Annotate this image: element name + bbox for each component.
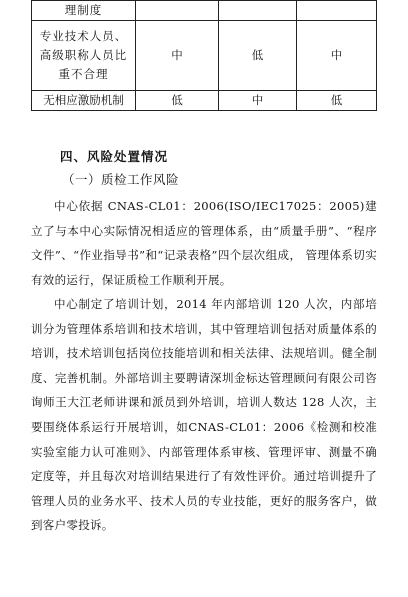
table-cell: 低 (136, 91, 219, 111)
section-subheading: （一）质检工作风险 (62, 172, 180, 187)
table-cell (297, 1, 377, 21)
table-row (32, 21, 377, 91)
table-row (32, 91, 377, 111)
table-row (32, 1, 377, 21)
table-cell-label: 无相应激励机制 (32, 91, 136, 111)
table-cell-label: 理制度 (32, 1, 136, 21)
risk-table (31, 0, 377, 111)
paragraph: 中心依据 CNAS-CL01：2006(ISO/IEC17025：2005)建立了与本中心实际情况相适应的管理体系，由“质量手册”、“程序文件”、“作业指导书”和“记录表格”四个层次组成， 管理体系切实有效的运行，保证质检工作顺利开展。 (31, 199, 377, 287)
table-cell-label: 专业技术人员、高级职称人员比重不合理 (32, 21, 136, 91)
table-cell (136, 1, 219, 21)
table-cell: 低 (297, 91, 377, 111)
table-cell: 中 (297, 21, 377, 91)
paragraph: 中心制定了培训计划，2014 年内部培训 120 人次，内部培训分为管理体系培训和技术培训，其中管理培训包括对质量体系的培训，技术培训包括岗位技能培训和相关法律、法规培训。健全制度、完善机制。外部培训主要聘请深圳金标达管理顾问有限公司咨询师王大江老师讲课和派员到外培训，培训人数达 128 人次，主要围绕体系运行开展培训，如CNAS-CL01：2006《检测和校准实验室能力认可准则》、内部管理体系审核、管理评审、测量不确定度等，并且每次对培训结果进行了有效性评价。通过培训提升了管理人员的业务水平、技术人员的专业技能，更好的服务客户，做到客户零投诉。 (31, 297, 377, 533)
section-heading: 四、风险处置情况 (60, 149, 169, 164)
table-cell (219, 1, 297, 21)
table-cell: 中 (219, 91, 297, 111)
table-cell: 中 (136, 21, 219, 91)
table-cell: 低 (219, 21, 297, 91)
